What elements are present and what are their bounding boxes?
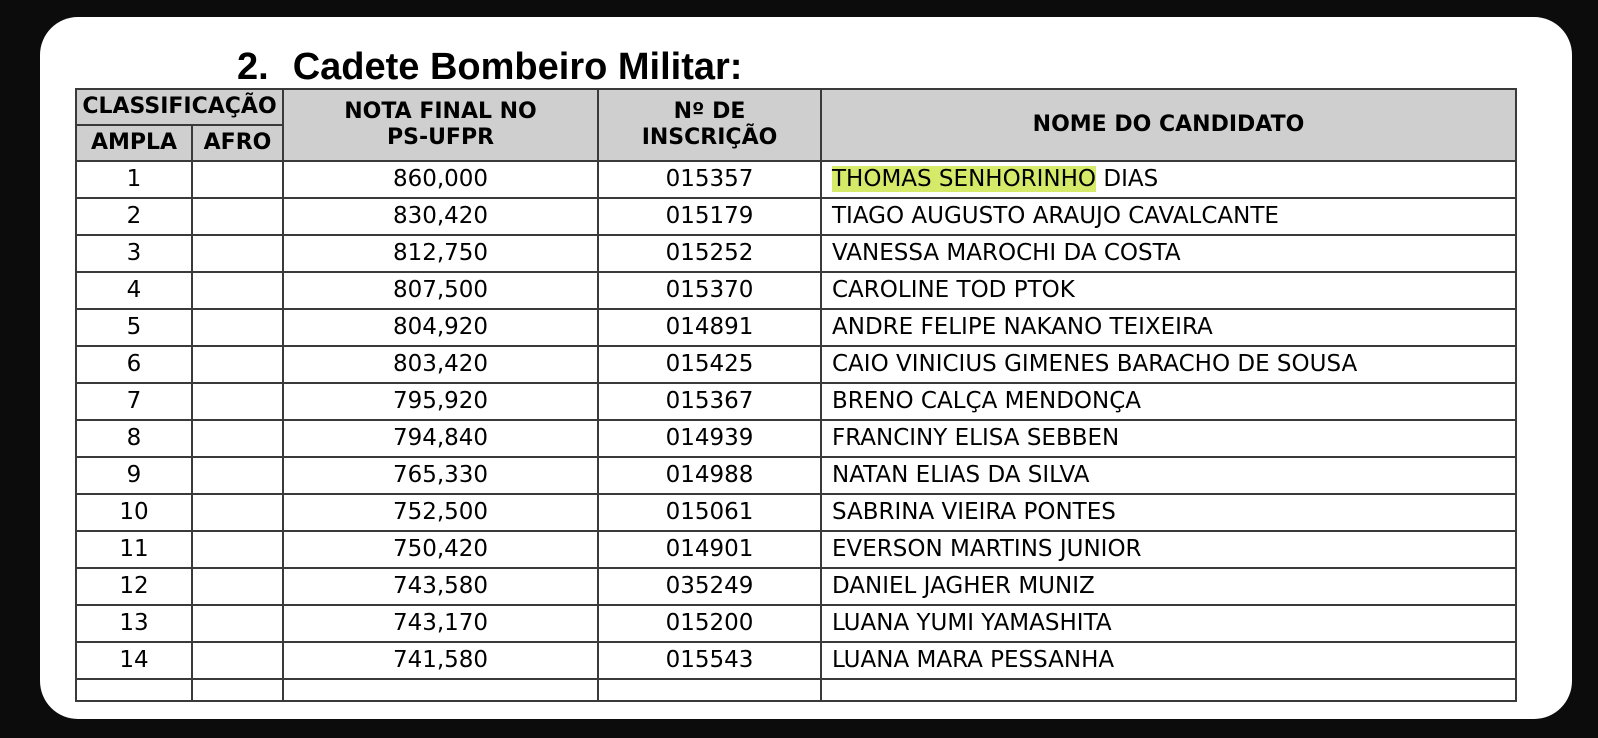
cell-afro xyxy=(192,605,283,642)
cell-inscricao: 015179 xyxy=(598,198,821,235)
cell-nota xyxy=(283,679,598,701)
cell-nome xyxy=(821,383,1516,420)
cell-nome xyxy=(821,235,1516,272)
cell-nota: 860,000 xyxy=(283,161,598,198)
name-text: DANIEL JAGHER MUNIZ xyxy=(832,573,1095,599)
cell-ampla: 12 xyxy=(76,568,192,605)
cell-ampla: 7 xyxy=(76,383,192,420)
table-row xyxy=(76,383,1516,420)
cell-ampla: 4 xyxy=(76,272,192,309)
table-body xyxy=(76,161,1516,701)
name-text: LUANA YUMI YAMASHITA xyxy=(832,610,1112,636)
section-number: 2. xyxy=(237,46,269,88)
cell-nome xyxy=(821,605,1516,642)
cell-inscricao: 015357 xyxy=(598,161,821,198)
table-row xyxy=(76,605,1516,642)
name-text: LUANA MARA PESSANHA xyxy=(832,647,1115,673)
table-row xyxy=(76,161,1516,198)
name-text: ANDRE FELIPE NAKANO TEIXEIRA xyxy=(832,314,1213,340)
cell-nome xyxy=(821,309,1516,346)
cell-nome xyxy=(821,457,1516,494)
cell-ampla: 14 xyxy=(76,642,192,679)
table-row xyxy=(76,198,1516,235)
cell-inscricao: 015425 xyxy=(598,346,821,383)
cell-afro xyxy=(192,346,283,383)
table-row xyxy=(76,235,1516,272)
cell-afro xyxy=(192,198,283,235)
cell-ampla: 13 xyxy=(76,605,192,642)
cell-inscricao: 035249 xyxy=(598,568,821,605)
cell-afro xyxy=(192,531,283,568)
cell-ampla: 1 xyxy=(76,161,192,198)
cell-inscricao: 015061 xyxy=(598,494,821,531)
cell-nome xyxy=(821,420,1516,457)
cell-afro xyxy=(192,679,283,701)
results-table xyxy=(75,88,1517,702)
cell-nota: 795,920 xyxy=(283,383,598,420)
name-text: NATAN ELIAS DA SILVA xyxy=(832,462,1090,488)
cell-afro xyxy=(192,161,283,198)
table-row xyxy=(76,346,1516,383)
cell-nome xyxy=(821,531,1516,568)
cell-nota: 812,750 xyxy=(283,235,598,272)
table-row xyxy=(76,309,1516,346)
cell-ampla: 6 xyxy=(76,346,192,383)
name-text: TIAGO AUGUSTO ARAUJO CAVALCANTE xyxy=(832,203,1279,229)
table-row xyxy=(76,457,1516,494)
cell-afro xyxy=(192,383,283,420)
table-row xyxy=(76,568,1516,605)
cell-ampla: 2 xyxy=(76,198,192,235)
name-text: SABRINA VIEIRA PONTES xyxy=(832,499,1116,525)
name-text: VANESSA MAROCHI DA COSTA xyxy=(832,240,1181,266)
cell-nota: 752,500 xyxy=(283,494,598,531)
cell-nome xyxy=(821,198,1516,235)
header-inscricao xyxy=(598,89,821,161)
header-nota xyxy=(283,89,598,161)
table-row xyxy=(76,494,1516,531)
cell-inscricao: 015200 xyxy=(598,605,821,642)
cell-inscricao xyxy=(598,679,821,701)
cell-inscricao: 014891 xyxy=(598,309,821,346)
cell-inscricao: 015543 xyxy=(598,642,821,679)
cell-ampla xyxy=(76,679,192,701)
cell-nota: 804,920 xyxy=(283,309,598,346)
cell-inscricao: 015252 xyxy=(598,235,821,272)
name-text: FRANCINY ELISA SEBBEN xyxy=(832,425,1120,451)
table-row xyxy=(76,272,1516,309)
cell-nota: 794,840 xyxy=(283,420,598,457)
cell-nota: 743,580 xyxy=(283,568,598,605)
cell-nota: 765,330 xyxy=(283,457,598,494)
cell-inscricao: 014988 xyxy=(598,457,821,494)
header-afro: AFRO xyxy=(192,125,283,161)
cell-nota: 803,420 xyxy=(283,346,598,383)
table-row xyxy=(76,679,1516,701)
cell-ampla: 10 xyxy=(76,494,192,531)
section-title-text: Cadete Bombeiro Militar: xyxy=(292,46,743,88)
cell-ampla: 11 xyxy=(76,531,192,568)
cell-nota: 743,170 xyxy=(283,605,598,642)
cell-inscricao: 014939 xyxy=(598,420,821,457)
cell-inscricao: 015367 xyxy=(598,383,821,420)
cell-afro xyxy=(192,272,283,309)
cell-inscricao: 014901 xyxy=(598,531,821,568)
cell-nome xyxy=(821,272,1516,309)
cell-nome xyxy=(821,679,1516,701)
header-nome: NOME DO CANDIDATO xyxy=(821,89,1516,161)
cell-afro xyxy=(192,420,283,457)
name-text: CAROLINE TOD PTOK xyxy=(832,277,1075,303)
cell-afro xyxy=(192,457,283,494)
table-row xyxy=(76,531,1516,568)
cell-nome xyxy=(821,346,1516,383)
table-row xyxy=(76,420,1516,457)
header-classificacao: CLASSIFICAÇÃO xyxy=(76,89,283,125)
cell-ampla: 5 xyxy=(76,309,192,346)
cell-ampla: 8 xyxy=(76,420,192,457)
cell-nota: 750,420 xyxy=(283,531,598,568)
cell-nome xyxy=(821,568,1516,605)
cell-nota: 807,500 xyxy=(283,272,598,309)
section-title xyxy=(237,45,742,89)
header-inscricao-text: Nº DE INSCRIÇÃO xyxy=(641,99,778,150)
cell-nota: 741,580 xyxy=(283,642,598,679)
name-text: DIAS xyxy=(1096,166,1159,192)
cell-nome xyxy=(821,161,1516,198)
cell-afro xyxy=(192,568,283,605)
header-nota-text: NOTA FINAL NO PS-UFPR xyxy=(344,99,537,150)
document-card xyxy=(40,17,1572,719)
highlighted-name: THOMAS SENHORINHO xyxy=(832,166,1097,192)
cell-nome xyxy=(821,642,1516,679)
cell-afro xyxy=(192,494,283,531)
cell-ampla: 3 xyxy=(76,235,192,272)
table-row xyxy=(76,642,1516,679)
cell-inscricao: 015370 xyxy=(598,272,821,309)
cell-afro xyxy=(192,642,283,679)
cell-ampla: 9 xyxy=(76,457,192,494)
cell-afro xyxy=(192,309,283,346)
name-text: CAIO VINICIUS GIMENES BARACHO DE SOUSA xyxy=(832,351,1358,377)
cell-nome xyxy=(821,494,1516,531)
name-text: EVERSON MARTINS JUNIOR xyxy=(832,536,1142,562)
cell-afro xyxy=(192,235,283,272)
header-ampla: AMPLA xyxy=(76,125,192,161)
name-text: BRENO CALÇA MENDONÇA xyxy=(832,388,1142,414)
cell-nota: 830,420 xyxy=(283,198,598,235)
